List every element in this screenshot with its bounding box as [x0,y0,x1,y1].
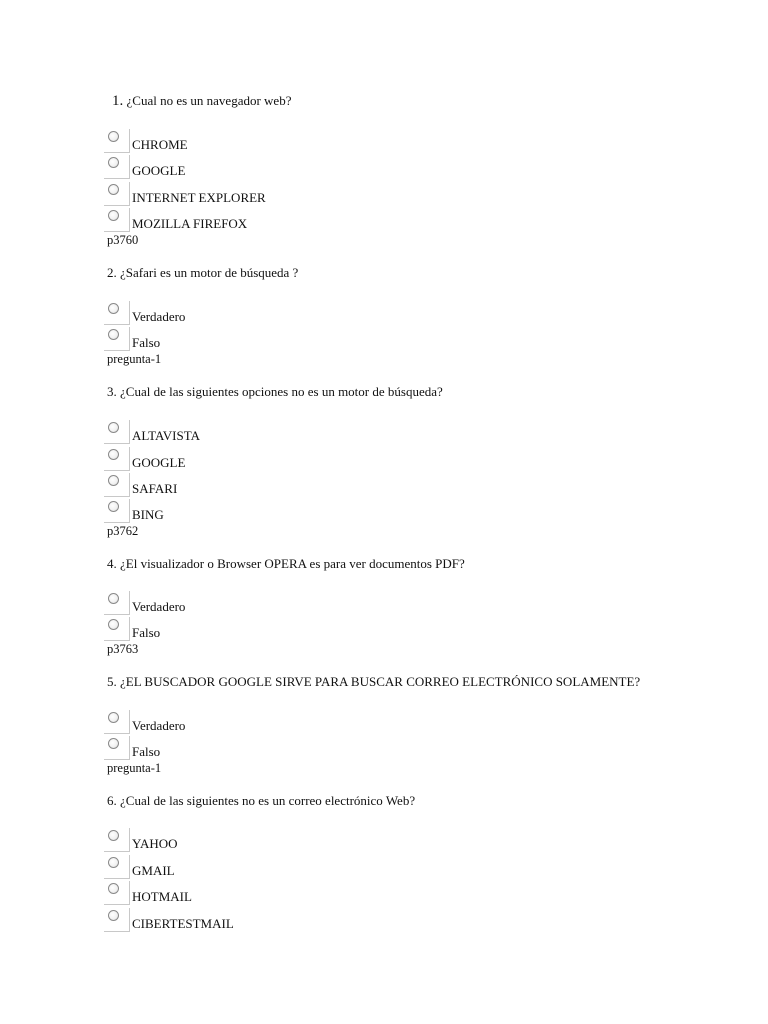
question-5-option-1[interactable] [104,710,664,736]
option-label: ALTAVISTA [132,428,200,443]
radio-cell [104,499,130,523]
radio-cell [104,881,130,905]
radio-button[interactable] [108,184,119,195]
radio-button[interactable] [108,830,119,841]
radio-button[interactable] [108,883,119,894]
question-3-number: 3. [107,384,117,399]
radio-button[interactable] [108,210,119,221]
question-5-id: pregunta-1 [107,761,162,775]
option-label: Verdadero [132,599,186,614]
radio-button[interactable] [108,449,119,460]
option-label: BING [132,507,164,522]
radio-button[interactable] [108,131,119,142]
question-1-number: 1. [112,93,124,109]
radio-cell [104,736,130,760]
radio-button[interactable] [108,910,119,921]
radio-button[interactable] [108,593,119,604]
radio-button[interactable] [108,501,119,512]
question-1-option-3[interactable] [104,182,664,208]
radio-cell [104,129,130,153]
question-1-label: ¿Cual no es un navegador web? [126,93,292,108]
radio-cell [104,617,130,641]
option-label: Falso [132,335,161,350]
question-3-label: ¿Cual de las siguientes opciones no es un motor de búsqueda? [120,384,443,399]
radio-button[interactable] [108,329,119,340]
option-label: HOTMAIL [132,889,192,904]
question-2-number: 2. [107,265,117,280]
question-6-option-3[interactable] [104,881,664,907]
option-label: GOOGLE [132,455,186,470]
radio-button[interactable] [108,857,119,868]
question-6-option-1[interactable] [104,828,664,854]
question-3-text [107,384,443,400]
radio-button[interactable] [108,303,119,314]
question-4-number: 4. [107,556,117,571]
option-label: Verdadero [132,718,186,733]
question-3-option-2[interactable] [104,447,664,473]
question-1-text [112,93,291,110]
question-3-option-3[interactable] [104,473,664,499]
radio-button[interactable] [108,738,119,749]
question-1-id: p3760 [107,233,139,247]
question-5-label: ¿EL BUSCADOR GOOGLE SIRVE PARA BUSCAR CORREO ELECTRÓNICO SOLAMENTE? [120,674,641,689]
option-label: GOOGLE [132,163,186,178]
question-5-number: 5. [107,674,117,689]
question-6-number: 6. [107,793,117,808]
question-4-option-1[interactable] [104,591,664,617]
question-2-text [107,265,298,281]
question-6-option-4[interactable] [104,908,664,934]
radio-button[interactable] [108,157,119,168]
question-6-label: ¿Cual de las siguientes no es un correo electrónico Web? [120,793,416,808]
question-1-option-1[interactable] [104,129,664,155]
question-3-option-4[interactable] [104,499,664,525]
radio-cell [104,208,130,232]
radio-cell [104,301,130,325]
radio-cell [104,908,130,932]
radio-cell [104,473,130,497]
option-label: CIBERTESTMAIL [132,916,234,931]
radio-button[interactable] [108,475,119,486]
question-3-id: p3762 [107,524,139,538]
question-4-id: p3763 [107,642,139,656]
radio-cell [104,591,130,615]
question-6-option-2[interactable] [104,855,664,881]
option-label: Falso [132,625,161,640]
radio-cell [104,327,130,351]
radio-button[interactable] [108,712,119,723]
question-3-option-1[interactable] [104,420,664,446]
option-label: SAFARI [132,481,178,496]
question-1-option-4[interactable] [104,208,664,234]
question-2-option-1[interactable] [104,301,664,327]
question-5-option-2[interactable] [104,736,664,762]
question-2-label: ¿Safari es un motor de búsqueda ? [120,265,299,280]
option-label: Falso [132,744,161,759]
question-4-text [107,556,465,572]
question-1-option-2[interactable] [104,155,664,181]
option-label: INTERNET EXPLORER [132,190,266,205]
question-2-id: pregunta-1 [107,352,162,366]
question-5-text [107,674,640,690]
option-label: GMAIL [132,863,175,878]
radio-cell [104,710,130,734]
radio-button[interactable] [108,619,119,630]
radio-cell [104,420,130,444]
radio-button[interactable] [108,422,119,433]
radio-cell [104,447,130,471]
radio-cell [104,855,130,879]
radio-cell [104,828,130,852]
option-label: Verdadero [132,309,186,324]
radio-cell [104,182,130,206]
option-label: CHROME [132,137,188,152]
radio-cell [104,155,130,179]
question-4-label: ¿El visualizador o Browser OPERA es para ver documentos PDF? [120,556,465,571]
option-label: MOZILLA FIREFOX [132,216,248,231]
question-2-option-2[interactable] [104,327,664,353]
question-4-option-2[interactable] [104,617,664,643]
question-6-text [107,793,415,809]
option-label: YAHOO [132,836,178,851]
